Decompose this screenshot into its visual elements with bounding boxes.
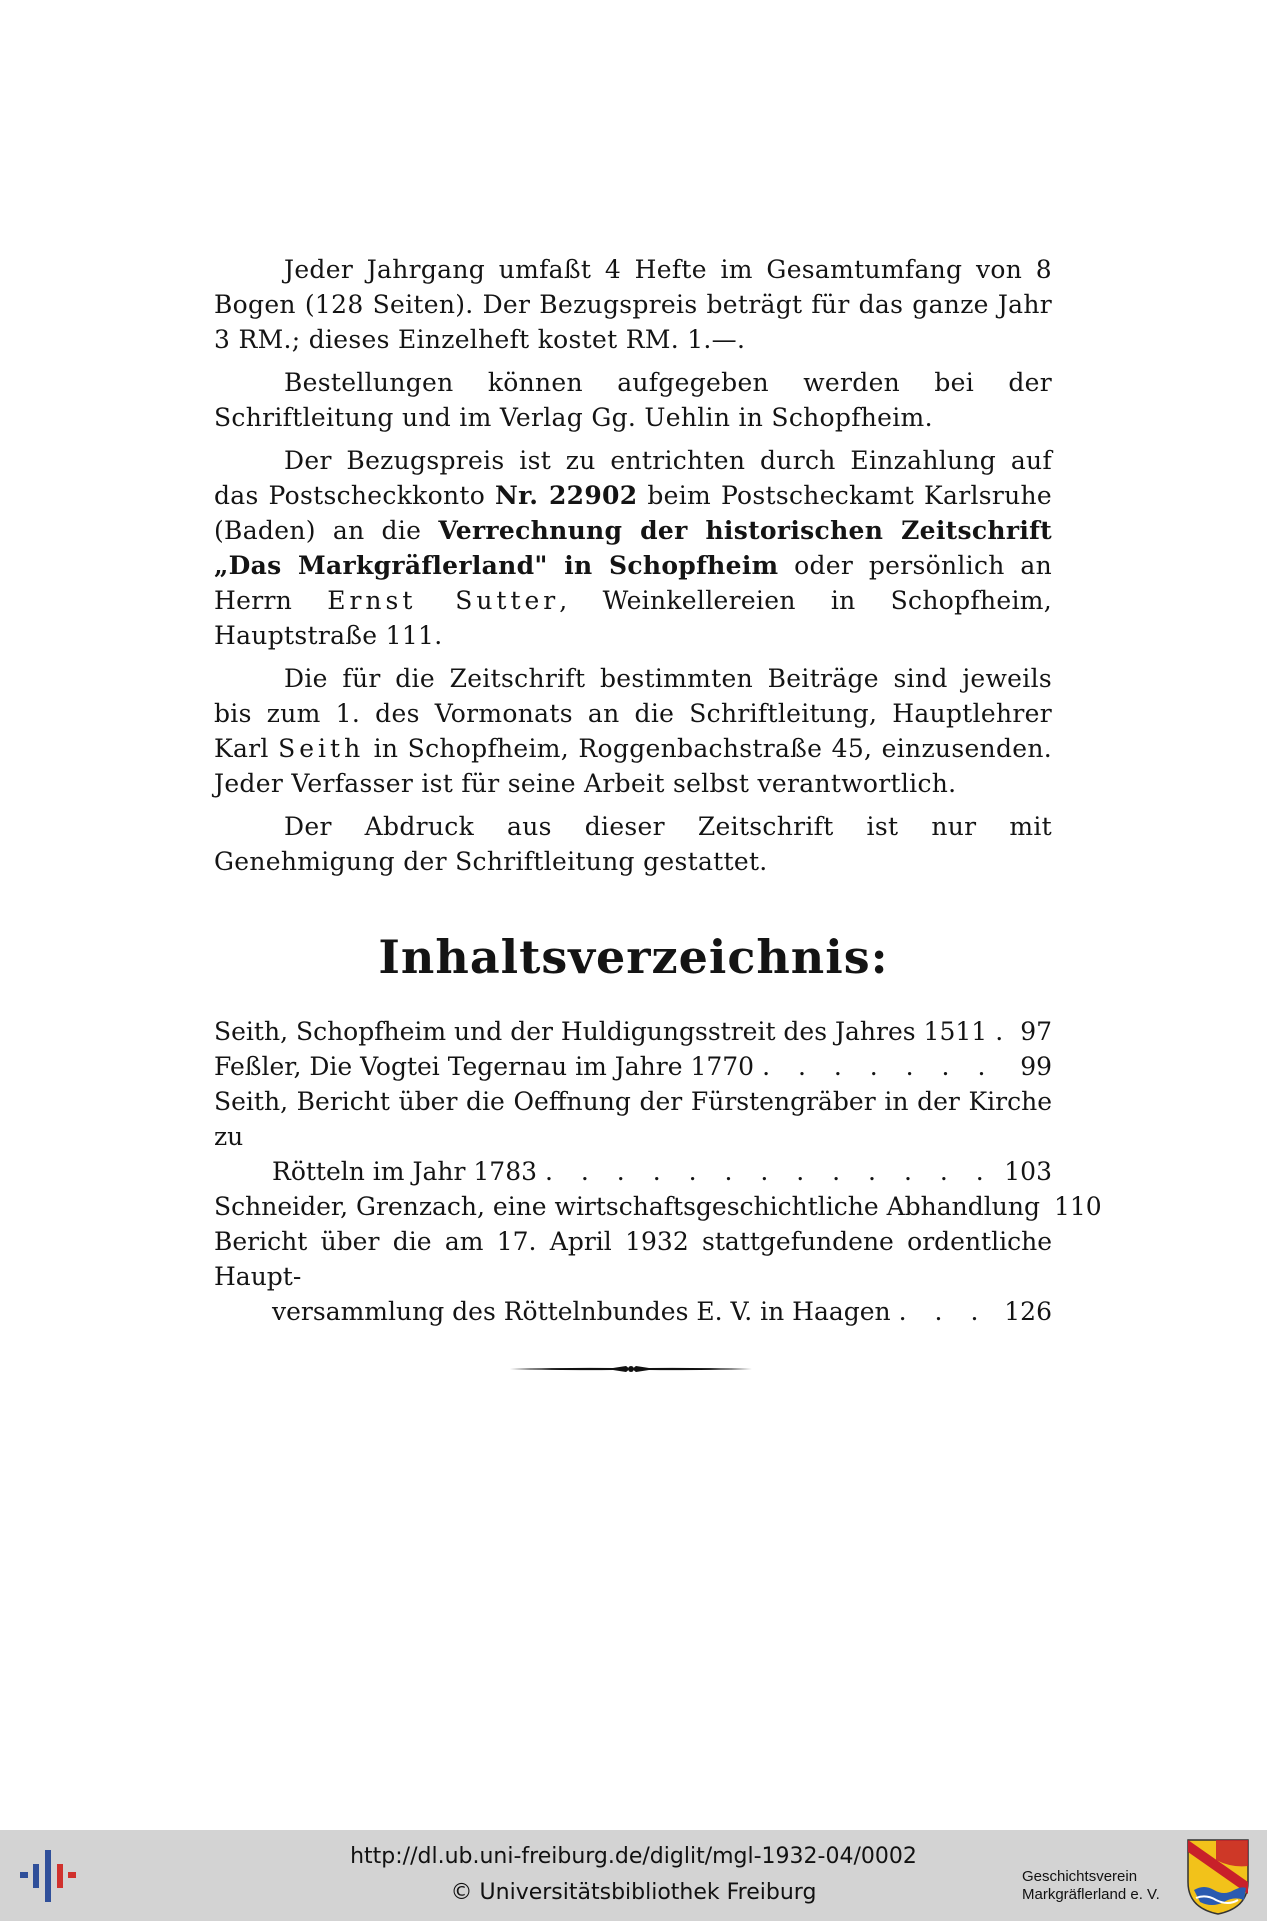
toc-entry[interactable]	[214, 1049, 1052, 1084]
person-name: Ernst Sutter	[327, 586, 560, 615]
toc-entry[interactable]	[214, 1084, 1052, 1189]
paragraph-payment	[214, 443, 1052, 653]
toc-entry-title: Schneider, Grenzach, eine wirtschaftsgeschichtliche Abhandlung	[214, 1192, 1040, 1221]
viewer-footer	[0, 1830, 1267, 1921]
payment-text-2: beim Postscheckamt Karlsruhe (Baden) an die	[214, 481, 1053, 545]
toc-entry-page: 126	[1004, 1297, 1052, 1326]
payment-text-3: oder persönlich an Herrn	[214, 551, 1052, 615]
toc-entry-title: Feßler, Die Vogtei Tegernau im Jahre 1770	[214, 1052, 755, 1081]
toc-leader	[1040, 1189, 1048, 1224]
toc-entry-page: 103	[1004, 1157, 1052, 1186]
society-name-line2: Markgräflerland e. V.	[1022, 1886, 1160, 1903]
toc-entry-page: 99	[1020, 1052, 1052, 1081]
table-of-contents	[214, 1014, 1102, 1329]
toc-entry-title: Bericht über die am 17. April 1932 stattgefundene ordentliche Haupt-	[214, 1227, 1052, 1291]
toc-entry-title-cont: versammlung des Röttelnbundes E. V. in Haagen	[272, 1297, 891, 1326]
paragraph-subscription: Jeder Jahrgang umfaßt 4 Hefte im Gesamtumfang von 8 Bogen (128 Seiten). Der Bezugspreis beträgt für das ganze Jahr 3 RM.; dieses Einzelheft kostet RM. 1.—.	[214, 255, 1052, 354]
toc-leader	[987, 1014, 1006, 1049]
copyright-notice: © Universitätsbibliothek Freiburg	[450, 1880, 817, 1905]
paragraph-orders: Bestellungen können aufgegeben werden bei der Schriftleitung und im Verlag Gg. Uehlin in Schopfheim.	[214, 368, 1052, 432]
ornament-divider-icon	[508, 1361, 754, 1377]
toc-leader	[891, 1294, 999, 1329]
contrib-text-1: Die für die Zeitschrift bestimmten Beiträge sind jeweils bis zum 1. des Vormonats an die Schriftleitung, Hauptlehrer Karl	[214, 664, 1052, 763]
paragraph-contributions	[214, 661, 1052, 801]
toc-entry[interactable]	[214, 1224, 1052, 1329]
coat-of-arms-icon	[1186, 1838, 1250, 1916]
toc-entry[interactable]	[214, 1014, 1052, 1049]
toc-entry-title: Seith, Bericht über die Oeffnung der Fürstengräber in der Kirche zu	[214, 1087, 1052, 1151]
paragraph-reprint: Der Abdruck aus dieser Zeitschrift ist nur mit Genehmigung der Schriftleitung gestattet.	[214, 812, 1052, 876]
society-name-line1: Geschichtsverein	[1022, 1868, 1138, 1885]
permalink-url[interactable]: http://dl.ub.uni-freiburg.de/diglit/mgl-1932-04/0002	[350, 1844, 917, 1869]
payment-text-1: Der Bezugspreis ist zu entrichten durch Einzahlung auf das Postscheckkonto	[214, 446, 1052, 510]
toc-entry[interactable]	[214, 1189, 1102, 1224]
toc-entry-title-cont: Rötteln im Jahr 1783	[272, 1157, 538, 1186]
contrib-text-2: in Schopfheim, Roggenbachstraße 45, einzusenden. Jeder Verfasser ist für seine Arbeit selbst verantwortlich.	[214, 734, 1053, 798]
toc-entry-page: 110	[1053, 1192, 1102, 1221]
toc-entry-title: Seith, Schopfheim und der Huldigungsstreit des Jahres 1511	[214, 1017, 988, 1046]
toc-title: Inhaltsverzeichnis:	[378, 930, 889, 984]
toc-leader	[537, 1154, 998, 1189]
toc-leader	[754, 1049, 1006, 1084]
account-number: Nr. 22902	[494, 481, 638, 510]
payment-text-4: , Weinkellereien in Schopfheim, Hauptstraße 111.	[214, 586, 1052, 650]
toc-entry-page: 97	[1020, 1017, 1052, 1046]
editor-name: Seith	[278, 734, 365, 763]
payee-name: Verrechnung der historischen Zeitschrift „Das Markgräflerland" in Schopfheim	[214, 516, 1053, 580]
info-text	[214, 252, 1052, 887]
society-name	[1022, 1868, 1160, 1904]
